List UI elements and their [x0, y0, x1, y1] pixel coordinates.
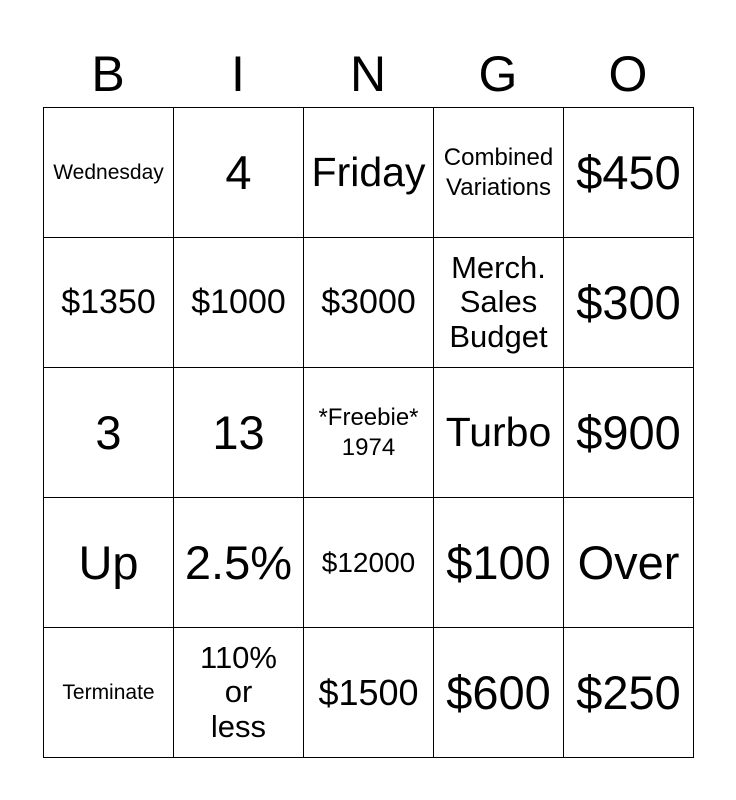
- header-letter-b: B: [91, 46, 125, 102]
- bingo-cell-r1-c3[interactable]: Friday: [304, 108, 434, 238]
- bingo-cell-r5-c3[interactable]: $1500: [304, 628, 434, 758]
- bingo-cell-r1-c4[interactable]: Combined Variations: [434, 108, 564, 238]
- bingo-cell-r3-c2[interactable]: 13: [174, 368, 304, 498]
- bingo-cell-r2-c3[interactable]: $3000: [304, 238, 434, 368]
- header-letter-i: I: [231, 46, 245, 102]
- bingo-cell-r3-c1[interactable]: 3: [44, 368, 174, 498]
- bingo-cell-r4-c5[interactable]: Over: [564, 498, 694, 628]
- bingo-cell-r4-c4[interactable]: $100: [434, 498, 564, 628]
- bingo-cell-r3-c4[interactable]: Turbo: [434, 368, 564, 498]
- bingo-header: [43, 40, 693, 108]
- header-letter-o: O: [608, 46, 648, 102]
- bingo-cell-r3-c3-free[interactable]: *Freebie* 1974: [304, 368, 434, 498]
- header-letter-g: G: [478, 46, 518, 102]
- bingo-card-grid: [43, 107, 694, 758]
- bingo-cell-r5-c2[interactable]: 110% or less: [174, 628, 304, 758]
- bingo-cell-r1-c1[interactable]: Wednesday: [44, 108, 174, 238]
- bingo-cell-r2-c1[interactable]: $1350: [44, 238, 174, 368]
- bingo-cell-r4-c3[interactable]: $12000: [304, 498, 434, 628]
- bingo-cell-r5-c5[interactable]: $250: [564, 628, 694, 758]
- bingo-cell-r2-c4[interactable]: Merch. Sales Budget: [434, 238, 564, 368]
- bingo-cell-r1-c5[interactable]: $450: [564, 108, 694, 238]
- bingo-cell-r5-c4[interactable]: $600: [434, 628, 564, 758]
- bingo-cell-r5-c1[interactable]: Terminate: [44, 628, 174, 758]
- bingo-cell-r1-c2[interactable]: 4: [174, 108, 304, 238]
- bingo-cell-r4-c1[interactable]: Up: [44, 498, 174, 628]
- bingo-cell-r4-c2[interactable]: 2.5%: [174, 498, 304, 628]
- bingo-cell-r2-c5[interactable]: $300: [564, 238, 694, 368]
- header-letter-n: N: [349, 46, 387, 102]
- bingo-cell-r2-c2[interactable]: $1000: [174, 238, 304, 368]
- bingo-cell-r3-c5[interactable]: $900: [564, 368, 694, 498]
